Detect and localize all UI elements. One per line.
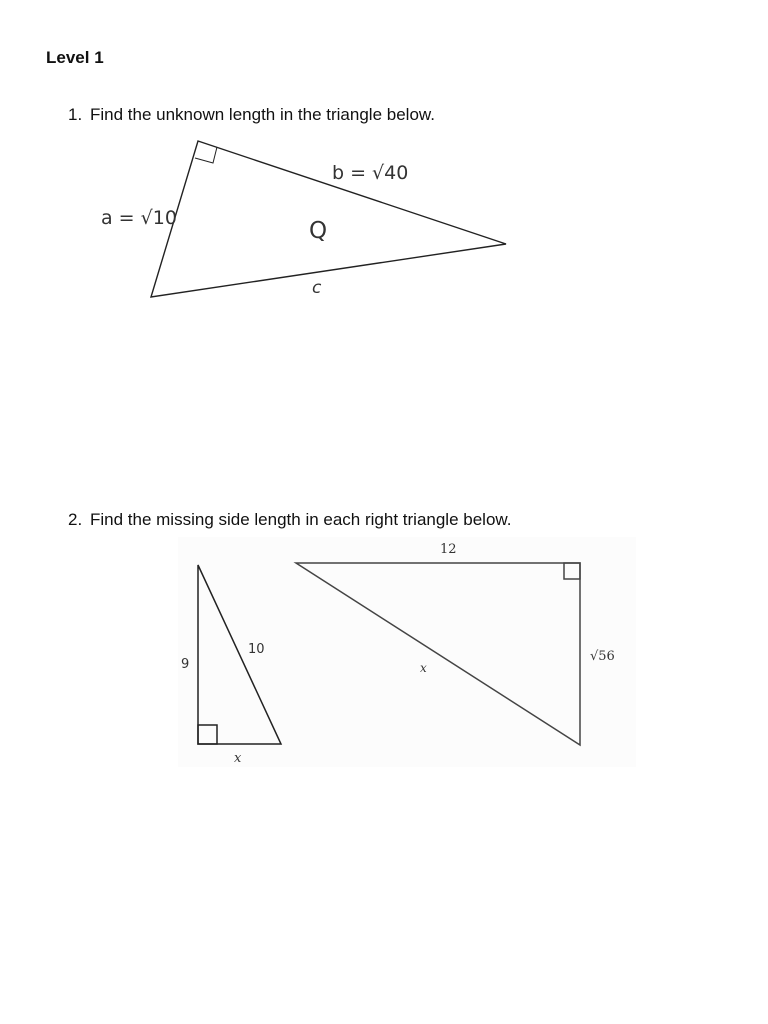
section-heading: Level 1 [46, 48, 104, 67]
figure-background [178, 537, 636, 767]
triangle-q-figure [0, 130, 768, 320]
triangle-q-shape [151, 141, 506, 297]
right-angle-marker [195, 147, 217, 163]
label-side-a: a = √10 [101, 207, 177, 229]
question-number: 1. [68, 105, 83, 124]
question-number: 2. [68, 510, 83, 529]
label-side-c: c [312, 278, 322, 298]
right-triangles-figure [0, 530, 768, 780]
left-label-x: x [234, 751, 242, 766]
question-text: Find the missing side length in each right triangle below. [90, 510, 512, 529]
right-label-side: √56 [590, 649, 615, 664]
left-label-hypotenuse: 10 [248, 642, 265, 657]
question-2 [68, 510, 511, 530]
question-1 [68, 105, 435, 125]
label-side-b: b = √40 [332, 162, 409, 184]
label-triangle-name: Q [309, 218, 328, 244]
right-label-hypotenuse: x [420, 661, 427, 675]
question-text: Find the unknown length in the triangle below. [90, 105, 435, 124]
right-label-top: 12 [440, 542, 457, 557]
left-label-leg: 9 [181, 657, 190, 672]
